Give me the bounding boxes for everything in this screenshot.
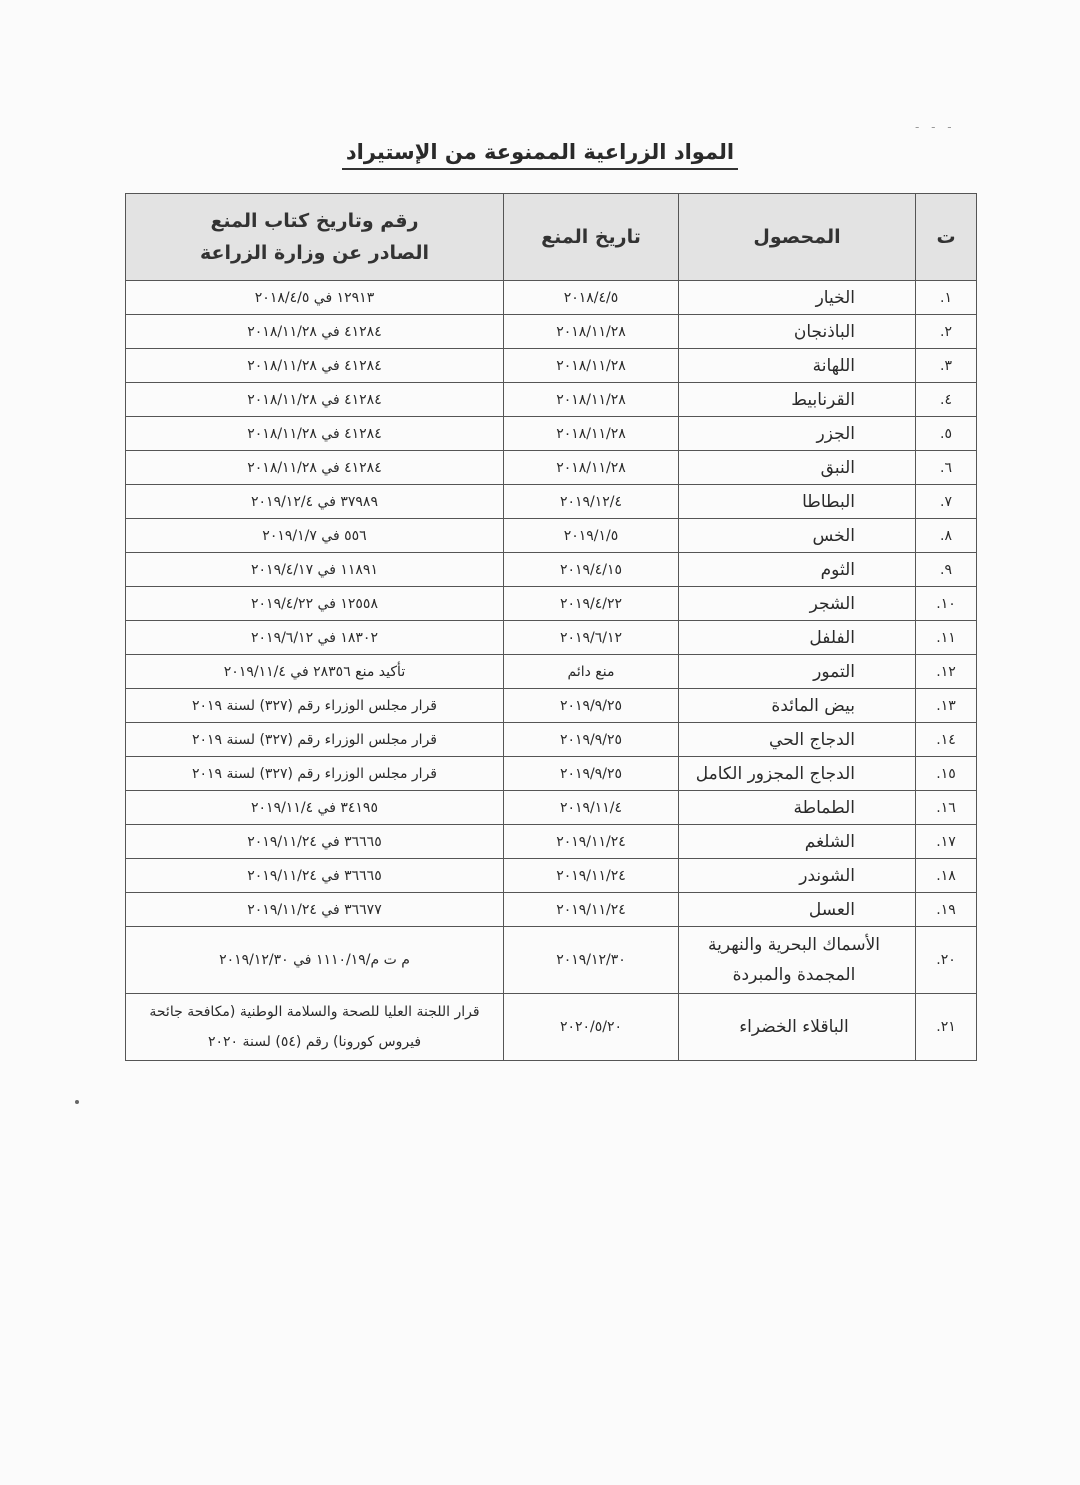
row-number: ١٠. (916, 587, 977, 621)
row-number: ٧. (916, 485, 977, 519)
row-crop: الأسماك البحرية والنهرية المجمدة والمبردة (679, 927, 916, 994)
table-header-row (126, 194, 977, 281)
row-ban-letter: ١٢٩١٣ في ٢٠١٨/٤/٥ (126, 281, 504, 315)
header-number: ت (916, 194, 977, 281)
row-ban-date: ٢٠١٩/٤/١٥ (504, 553, 679, 587)
row-ban-letter: ٤١٢٨٤ في ٢٠١٨/١١/٢٨ (126, 315, 504, 349)
table-row (126, 315, 977, 349)
row-ban-letter: قرار اللجنة العليا للصحة والسلامة الوطنية (مكافحة جائحة فيروس كورونا) رقم (٥٤) لسنة ٢٠٢٠ (126, 994, 504, 1061)
row-number: ١١. (916, 621, 977, 655)
table-row (126, 723, 977, 757)
row-ban-date: ٢٠١٩/١١/٢٤ (504, 893, 679, 927)
row-ban-date: ٢٠١٩/٩/٢٥ (504, 689, 679, 723)
row-ban-letter: ٣٦٦٦٥ في ٢٠١٩/١١/٢٤ (126, 825, 504, 859)
row-ban-date: منع دائم (504, 655, 679, 689)
table-row (126, 927, 977, 994)
table-header (126, 194, 977, 281)
row-ban-date: ٢٠٢٠/٥/٢٠ (504, 994, 679, 1061)
row-number: ١٣. (916, 689, 977, 723)
margin-mark: ‐ ‐ ‐ (915, 120, 956, 134)
row-ban-date: ٢٠١٩/١٢/٤ (504, 485, 679, 519)
row-ban-letter: ٥٥٦ في ٢٠١٩/١/٧ (126, 519, 504, 553)
row-ban-date: ٢٠١٩/٦/١٢ (504, 621, 679, 655)
table-row (126, 281, 977, 315)
row-crop: الجزر (679, 417, 916, 451)
row-ban-letter: قرار مجلس الوزراء رقم (٣٢٧) لسنة ٢٠١٩ (126, 689, 504, 723)
row-crop: النبق (679, 451, 916, 485)
row-ban-date: ٢٠١٨/١١/٢٨ (504, 349, 679, 383)
row-ban-letter: ٣٦٦٦٥ في ٢٠١٩/١١/٢٤ (126, 859, 504, 893)
table-row (126, 553, 977, 587)
row-ban-letter: م ت م/١١١٠/١٩ في ٢٠١٩/١٢/٣٠ (126, 927, 504, 994)
table-row (126, 893, 977, 927)
row-number: ١٤. (916, 723, 977, 757)
row-number: ٨. (916, 519, 977, 553)
row-ban-letter: ٣٦٦٧٧ في ٢٠١٩/١١/٢٤ (126, 893, 504, 927)
row-ban-date: ٢٠١٩/٩/٢٥ (504, 757, 679, 791)
table-row (126, 791, 977, 825)
row-number: ٢١. (916, 994, 977, 1061)
table-row (126, 757, 977, 791)
table-body (126, 281, 977, 1061)
table-row (126, 655, 977, 689)
row-ban-date: ٢٠١٩/١١/٢٤ (504, 859, 679, 893)
row-crop: بيض المائدة (679, 689, 916, 723)
row-ban-letter: ١٨٣٠٢ في ٢٠١٩/٦/١٢ (126, 621, 504, 655)
row-ban-date: ٢٠١٩/١/٥ (504, 519, 679, 553)
table-row (126, 485, 977, 519)
row-ban-letter: ٤١٢٨٤ في ٢٠١٨/١١/٢٨ (126, 349, 504, 383)
row-crop: الباذنجان (679, 315, 916, 349)
row-number: ١٧. (916, 825, 977, 859)
row-ban-letter: ١١٨٩١ في ٢٠١٩/٤/١٧ (126, 553, 504, 587)
row-ban-letter: قرار مجلس الوزراء رقم (٣٢٧) لسنة ٢٠١٩ (126, 757, 504, 791)
row-number: ٢. (916, 315, 977, 349)
row-number: ١. (916, 281, 977, 315)
row-ban-letter: قرار مجلس الوزراء رقم (٣٢٧) لسنة ٢٠١٩ (126, 723, 504, 757)
row-ban-date: ٢٠١٩/٩/٢٥ (504, 723, 679, 757)
row-ban-letter: ٤١٢٨٤ في ٢٠١٨/١١/٢٨ (126, 417, 504, 451)
table-row (126, 859, 977, 893)
table-row (126, 417, 977, 451)
table-row (126, 621, 977, 655)
row-number: ١٢. (916, 655, 977, 689)
row-ban-date: ٢٠١٨/١١/٢٨ (504, 383, 679, 417)
row-ban-date: ٢٠١٨/١١/٢٨ (504, 451, 679, 485)
header-ban-letter-line1: رقم وتاريخ كتاب المنع (210, 210, 419, 232)
row-number: ٤. (916, 383, 977, 417)
row-crop: الثوم (679, 553, 916, 587)
header-ban-date: تاريخ المنع (504, 194, 679, 281)
row-crop: القرنابيط (679, 383, 916, 417)
table-row (126, 519, 977, 553)
row-number: ١٦. (916, 791, 977, 825)
row-crop: الفلفل (679, 621, 916, 655)
row-number: ١٥. (916, 757, 977, 791)
row-crop: الشلغم (679, 825, 916, 859)
header-crop: المحصول (679, 194, 916, 281)
row-number: ٩. (916, 553, 977, 587)
row-ban-date: ٢٠١٨/١١/٢٨ (504, 417, 679, 451)
row-crop: اللهانة (679, 349, 916, 383)
row-number: ٢٠. (916, 927, 977, 994)
row-ban-letter: ٣٤١٩٥ في ٢٠١٩/١١/٤ (126, 791, 504, 825)
row-ban-letter: ١٢٥٥٨ في ٢٠١٩/٤/٢٢ (126, 587, 504, 621)
page-title (0, 140, 1080, 164)
stray-dot (75, 1100, 79, 1104)
row-number: ١٨. (916, 859, 977, 893)
banned-items-table (125, 193, 977, 1061)
row-crop: الخس (679, 519, 916, 553)
row-crop: التمور (679, 655, 916, 689)
header-ban-letter (126, 194, 504, 281)
table-row (126, 383, 977, 417)
page-title-text: المواد الزراعية الممنوعة من الإستيراد (342, 140, 738, 170)
table-row (126, 825, 977, 859)
row-crop: الدجاج الحي (679, 723, 916, 757)
row-crop: الشوندر (679, 859, 916, 893)
table-row (126, 994, 977, 1061)
row-ban-date: ٢٠١٩/١١/٤ (504, 791, 679, 825)
table-row (126, 689, 977, 723)
row-crop: العسل (679, 893, 916, 927)
row-ban-letter: ٤١٢٨٤ في ٢٠١٨/١١/٢٨ (126, 451, 504, 485)
row-crop: البطاطا (679, 485, 916, 519)
row-ban-date: ٢٠١٩/١١/٢٤ (504, 825, 679, 859)
table-row (126, 451, 977, 485)
row-ban-date: ٢٠١٩/٤/٢٢ (504, 587, 679, 621)
row-ban-letter: تأكيد منع ٢٨٣٥٦ في ٢٠١٩/١١/٤ (126, 655, 504, 689)
row-crop: الشجر (679, 587, 916, 621)
row-number: ٣. (916, 349, 977, 383)
row-ban-letter: ٤١٢٨٤ في ٢٠١٨/١١/٢٨ (126, 383, 504, 417)
row-crop: الدجاج المجزور الكامل (679, 757, 916, 791)
row-crop: الباقلاء الخضراء (679, 994, 916, 1061)
row-crop: الطماطة (679, 791, 916, 825)
row-ban-date: ٢٠١٨/٤/٥ (504, 281, 679, 315)
header-ban-letter-line2: الصادر عن وزارة الزراعة (200, 242, 429, 264)
row-ban-date: ٢٠١٩/١٢/٣٠ (504, 927, 679, 994)
table-row (126, 349, 977, 383)
banned-items-table-container (125, 193, 977, 1061)
row-number: ١٩. (916, 893, 977, 927)
row-number: ٦. (916, 451, 977, 485)
row-number: ٥. (916, 417, 977, 451)
row-ban-letter: ٣٧٩٨٩ في ٢٠١٩/١٢/٤ (126, 485, 504, 519)
row-ban-date: ٢٠١٨/١١/٢٨ (504, 315, 679, 349)
row-crop: الخيار (679, 281, 916, 315)
table-row (126, 587, 977, 621)
